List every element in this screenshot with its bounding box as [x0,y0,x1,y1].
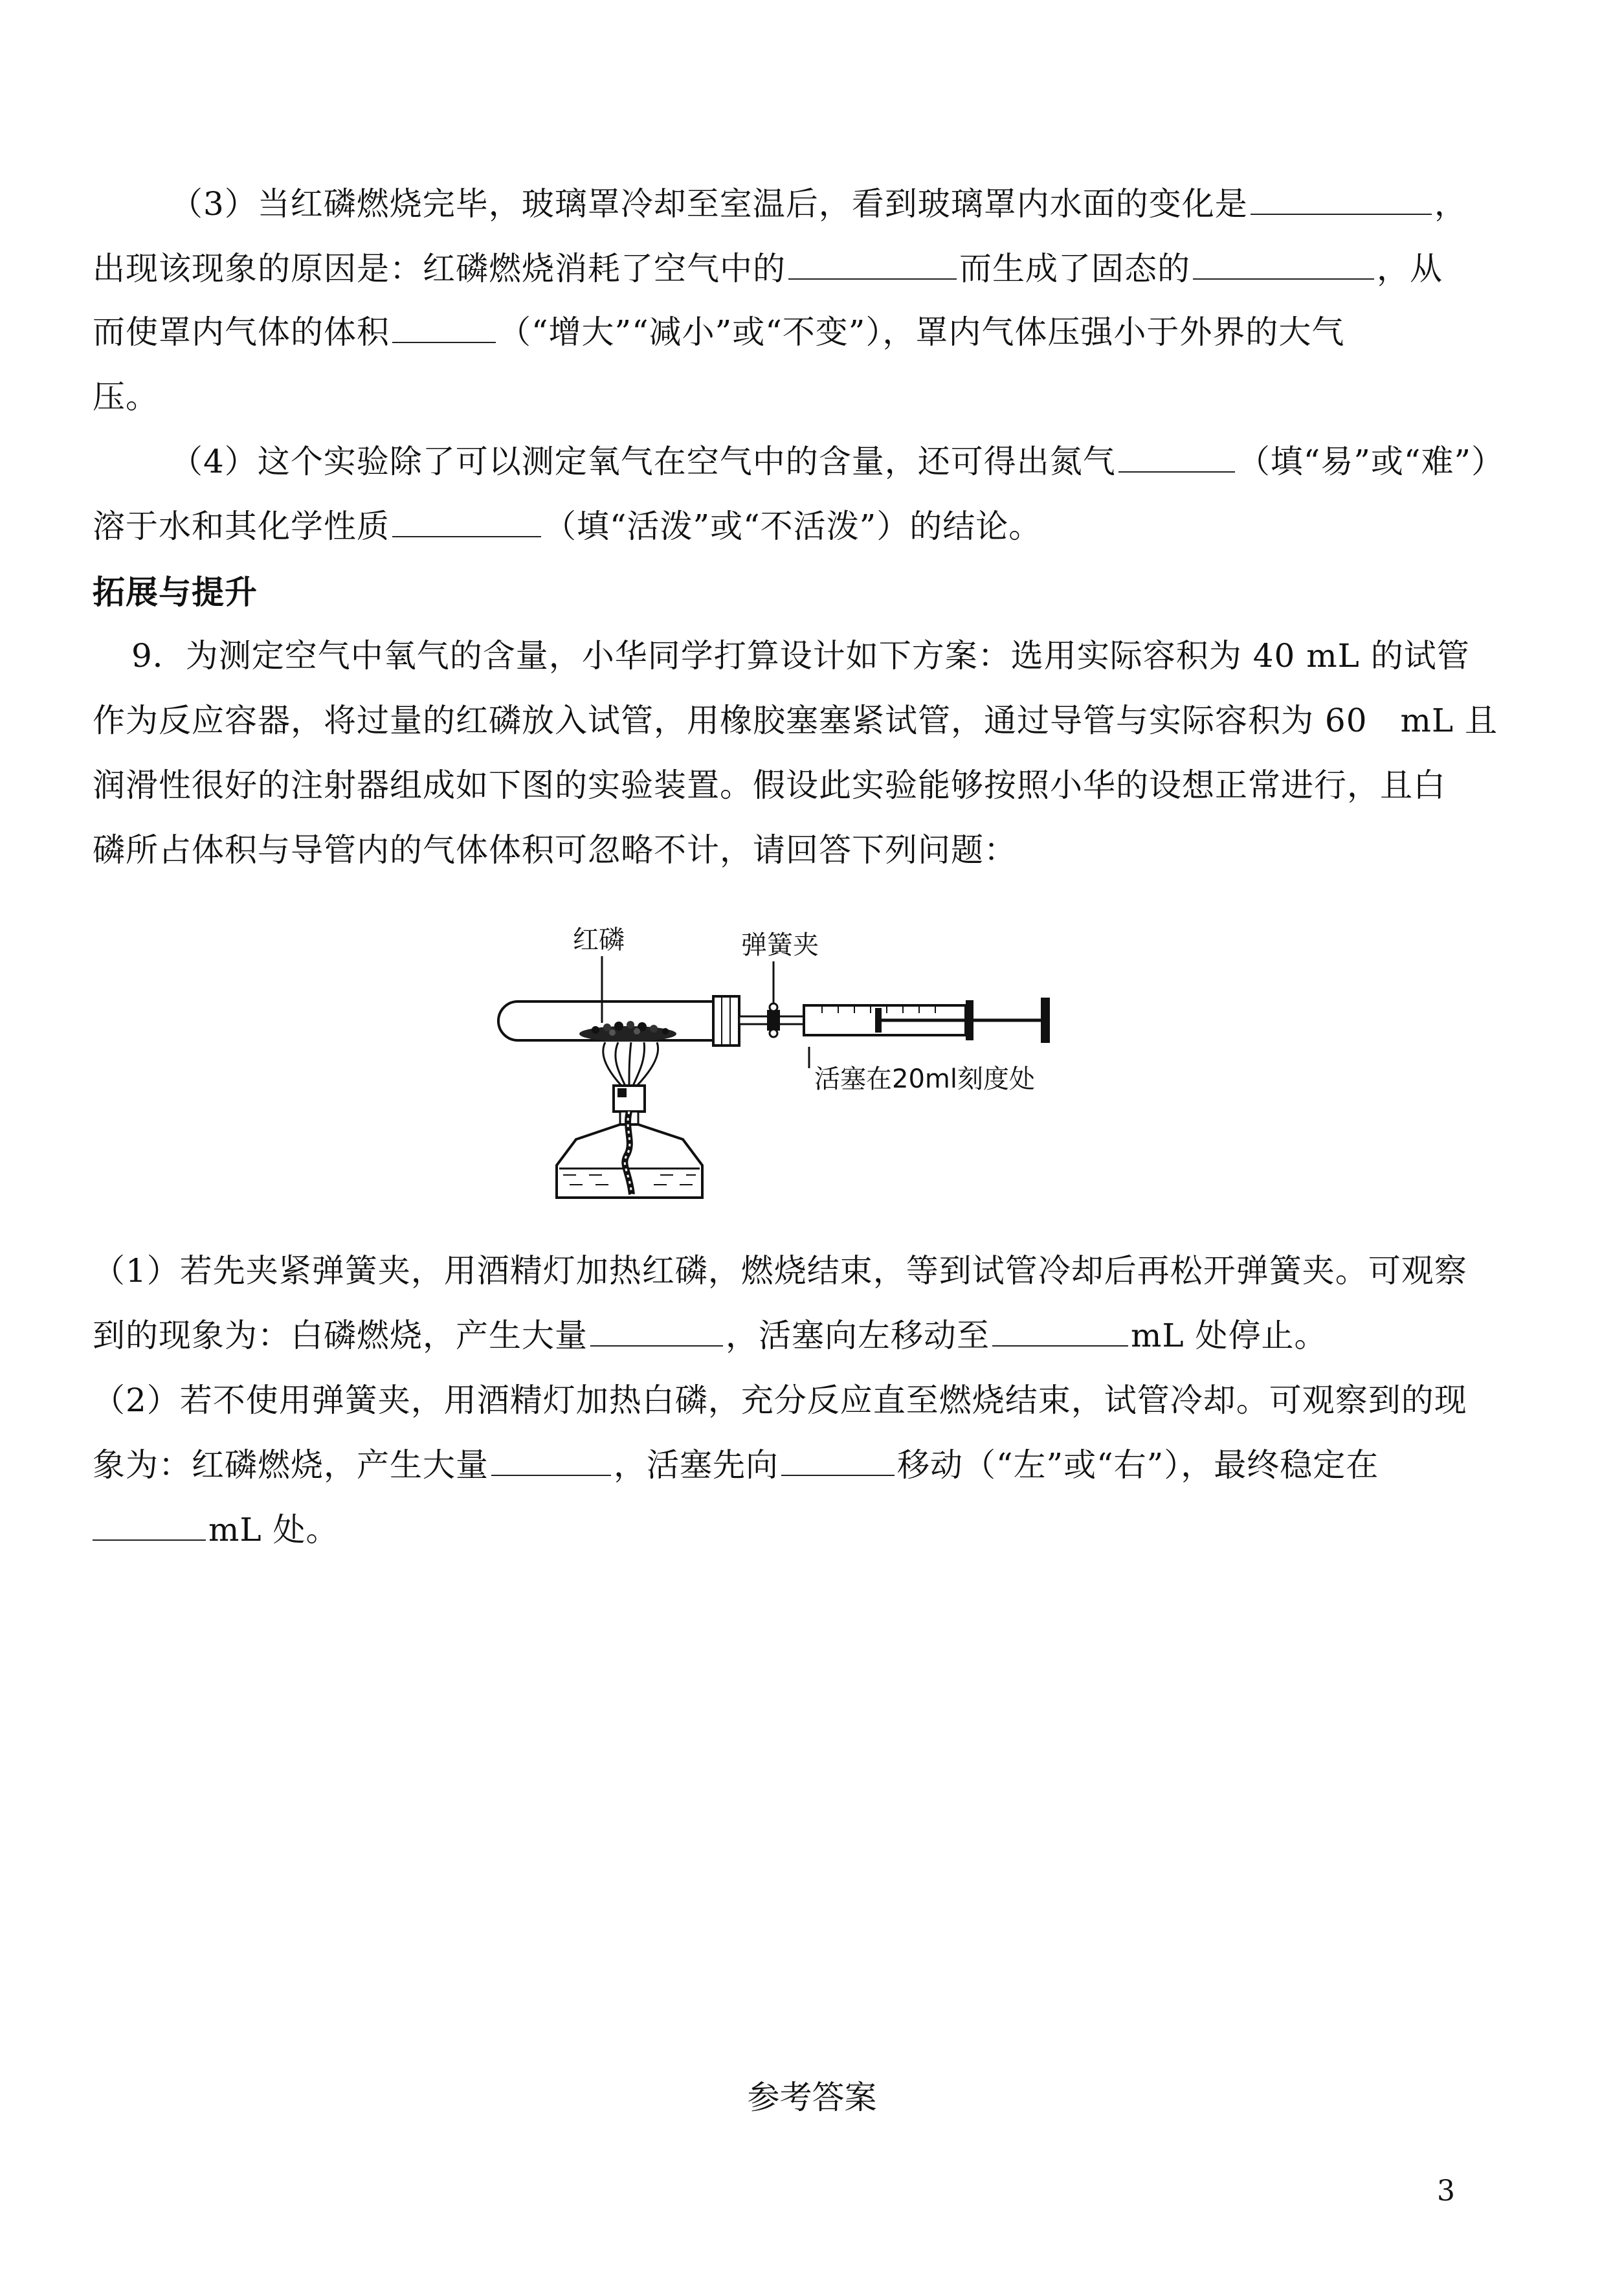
q3-text: ，从 [1377,250,1443,287]
sub1-line-1: （1）若先夹紧弹簧夹，用酒精灯加热红磷，燃烧结束，等到试管冷却后再松开弹簧夹。可观察 [93,1252,1467,1290]
sub1-blank-volume[interactable] [992,1319,1128,1347]
sub2-blank-product[interactable] [491,1449,611,1476]
sub2-line-3 [93,1510,339,1549]
q3-blank-water-level[interactable] [1251,188,1432,215]
flame-icon [603,1042,658,1086]
sub2-line-2 [93,1446,1379,1484]
q4-text: （填“易”或“难”） [1237,443,1505,480]
q3-line-1 [170,185,1467,223]
apparatus-figure [479,916,1074,1220]
q3-text: 压。 [93,378,159,416]
q4-text: 溶于水和其化学性质 [93,508,390,545]
q3-text: （“增大”“减小”或“不变”），罩内气体压强小于外界的大气 [498,313,1345,351]
q3-blank-consumed-gas[interactable] [788,252,957,280]
q3-line-3 [93,313,1344,352]
q4-line-1 [170,442,1504,481]
q4-text: （4）这个实验除了可以测定氧气在空气中的含量，还可得出氮气 [170,443,1116,480]
alcohol-lamp [557,1086,702,1198]
q4-blank-solubility[interactable] [1118,445,1235,473]
q9-line-4: 磷所占体积与导管内的气体体积可忽略不计，请回答下列问题： [93,831,1017,869]
red-phosphorus-pile [579,1021,676,1042]
q3-text: （3）当红磷燃烧完毕，玻璃罩冷却至室温后，看到玻璃罩内水面的变化是 [170,185,1248,223]
section-title: 拓展与提升 [93,574,258,611]
sub2-text: 移动（“左”或“右”），最终稳定在 [897,1446,1379,1484]
q3-text: 出现该现象的原因是：红磷燃烧消耗了空气中的 [93,250,786,287]
rubber-stopper [713,996,739,1046]
sub2-blank-final-volume[interactable] [93,1514,206,1541]
sub2-text: mL 处。 [208,1511,339,1549]
q3-blank-volume-change[interactable] [392,316,496,343]
syringe [804,998,1050,1043]
q4-blank-reactivity[interactable] [392,510,541,537]
q9-line-2: 作为反应容器，将过量的红磷放入试管，用橡胶塞塞紧试管，通过导管与实际容积为 60 mL 且 [93,702,1498,739]
q9-line-1: 9．为测定空气中氧气的含量，小华同学打算设计如下方案：选用实际容积为 40 mL 的试管 [131,637,1470,675]
label-piston-position: 活塞在20ml刻度处 [814,1064,1035,1094]
sub1-text: 到的现象为：白磷燃烧，产生大量 [93,1317,588,1354]
sub1-text: ，活塞向左移动至 [726,1317,990,1354]
spring-clip-icon [767,1003,780,1037]
label-red-phosphorus: 红磷 [573,925,625,955]
q4-text: （填“活泼”或“不活泼”）的结论。 [544,508,1042,545]
q3-line-4 [93,377,159,416]
sub1-text: mL 处停止。 [1131,1317,1328,1354]
q4-line-2 [93,507,1041,546]
sub1-line-2 [93,1316,1328,1355]
q3-text: 而使罩内气体的体积 [93,313,390,351]
sub1-blank-product[interactable] [590,1319,723,1347]
page-number: 3 [1437,2175,1455,2208]
label-spring-clip: 弹簧夹 [741,930,819,960]
sub2-blank-direction[interactable] [781,1449,895,1476]
q3-blank-solid-product[interactable] [1193,252,1374,280]
sub2-line-1: （2）若不使用弹簧夹，用酒精灯加热白磷，充分反应直至燃烧结束，试管冷却。可观察到的现 [93,1381,1467,1419]
q3-text: ， [1434,185,1467,223]
answer-title: 参考答案 [747,2079,877,2116]
q9-line-3: 润滑性很好的注射器组成如下图的实验装置。假设此实验能够按照小华的设想正常进行，且白 [93,766,1446,804]
sub2-text: 象为：红磷燃烧，产生大量 [93,1446,489,1484]
q3-text: 而生成了固态的 [959,250,1190,287]
q3-line-2 [93,249,1443,288]
sub2-text: ，活塞先向 [614,1446,779,1484]
